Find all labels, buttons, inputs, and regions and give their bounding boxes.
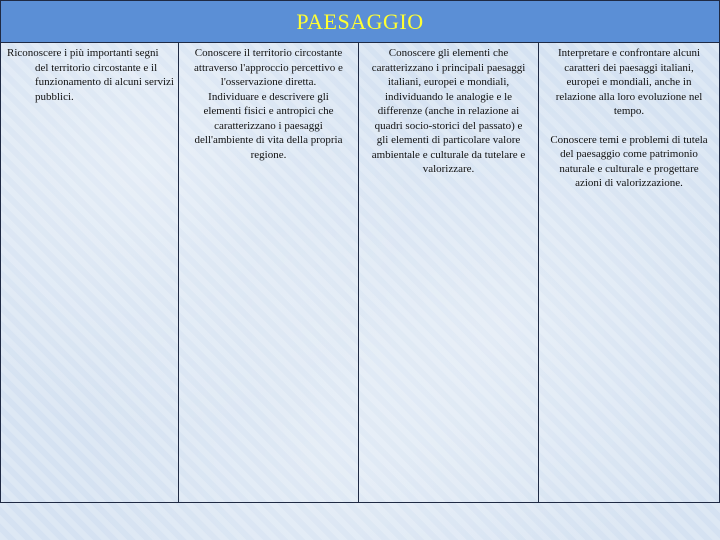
objectives-table (0, 42, 720, 503)
header-bar (0, 0, 720, 43)
column-4 (539, 42, 719, 502)
column-1 (1, 42, 179, 502)
page-title: PAESAGGIO (296, 8, 424, 34)
column-4-paragraph-2: Conoscere temi e problemi di tutela del paesaggio come patrimonio naturale e culturale e progettare azioni di valorizzazione. (550, 133, 708, 189)
column-2-paragraph-2: Individuare e descrivere gli elementi fisici e antropici che caratterizzano i paesaggi dell'ambiente di vita della propria regione. (194, 90, 343, 161)
column-2 (179, 42, 359, 502)
column-1-paragraph-1: Riconoscere i più importanti segni del territorio circostante e il funzionamento di alcuni servizi pubblici. (7, 47, 174, 103)
column-3-paragraph-1: Conoscere gli elementi che caratterizzano i principali paesaggi italiani, europei e mondiali, individuando le analogie e le differenze (anche in relazione ai quadri socio-storici del passato) e gli elementi di particolare valore ambientale e culturale da tutelare e valorizzare. (371, 47, 526, 175)
column-2-paragraph-1: Conoscere il territorio circostante attraverso l'approccio percettivo e l'osservazione diretta. (194, 47, 343, 88)
column-4-paragraph-1: Interpretare e confrontare alcuni caratteri dei paesaggi italiani, europei e mondiali, anche in relazione alla loro evoluzione nel tempo. (555, 47, 703, 117)
column-3 (359, 42, 539, 502)
